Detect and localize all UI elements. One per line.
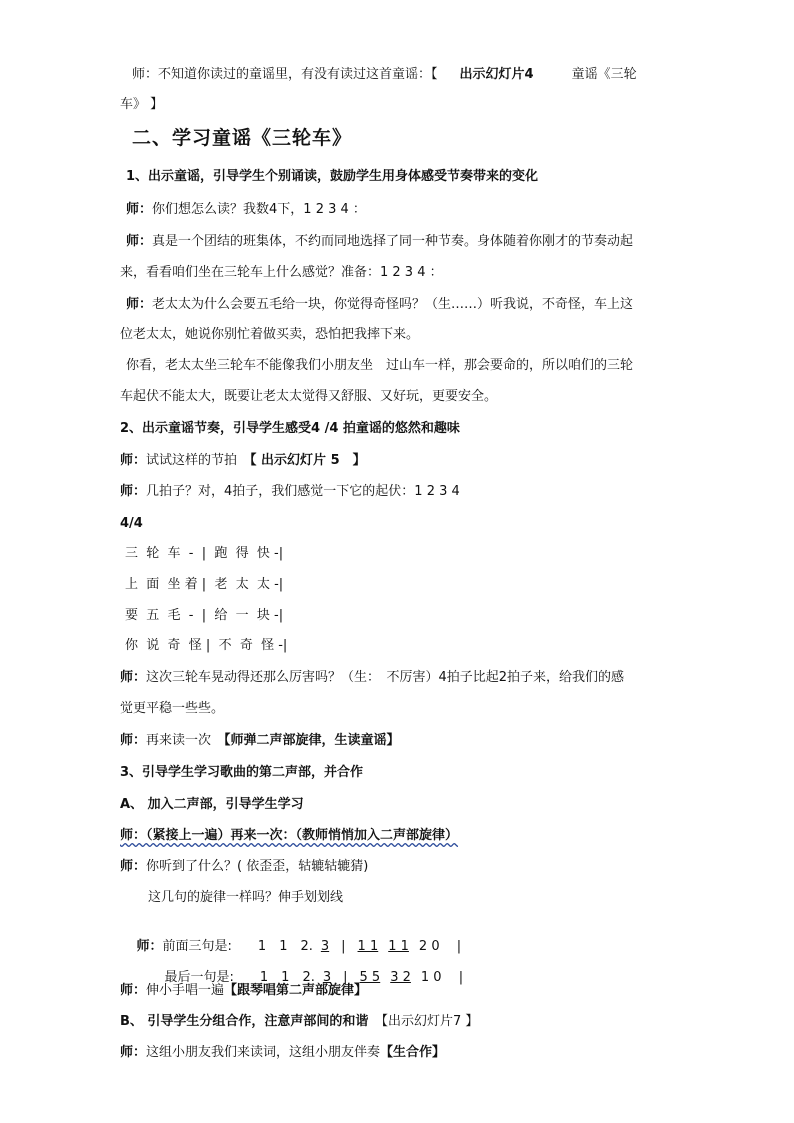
substep-a-heading: A、 加入二声部，引导学生学习 <box>120 797 304 812</box>
paragraph-intro-line1 <box>132 66 637 84</box>
teacher-text: 试试这样的节拍 <box>146 453 251 468</box>
speaker-label: 师： <box>120 484 147 499</box>
speaker-label: 师： <box>120 453 147 468</box>
section-heading: 二、学习童谣《三轮车》 <box>132 127 353 149</box>
bar-line: | <box>343 970 348 985</box>
teacher-text: 几拍子？对，4拍子，我们感觉一下它的起伏：1 2 3 4 <box>146 484 460 499</box>
melody-note: 5 5 <box>359 970 381 985</box>
teacher-line-7b: 觉更平稳一些些。 <box>120 701 225 716</box>
speaker-label: 师： <box>120 1045 147 1060</box>
slide-note: 【 出示幻灯片 5 】 <box>250 453 366 468</box>
teacher-line-5 <box>120 452 366 470</box>
teacher-line-10 <box>120 858 368 876</box>
speaker-label: 师： <box>120 670 147 685</box>
intro-text-tail: 童谣《三轮 <box>571 67 637 82</box>
speaker-label: 师： <box>120 859 147 874</box>
melody-note: 3 <box>320 939 330 954</box>
teacher-line-15 <box>120 1044 445 1062</box>
teacher-text: 你们想怎么读？我数4下，1 2 3 4 ： <box>152 202 366 217</box>
melody-note: 1 1 <box>357 939 379 954</box>
time-signature: 4/4 <box>120 516 143 531</box>
melody-note: 3 2 <box>390 970 411 985</box>
melody-text: 前面三句是: 1 1 2. <box>162 939 313 954</box>
step-1-heading: 1、出示童谣，引导学生个别诵读，鼓励学生用身体感受节奏带来的变化 <box>126 169 539 184</box>
speaker-label: 师： <box>120 983 147 998</box>
teacher-line-3a <box>126 296 633 314</box>
teacher-line-2a <box>126 233 633 251</box>
rhythm-line-3: 要 五 毛 - | 给 一 块 -| <box>125 608 284 623</box>
bar-line: | <box>341 939 346 954</box>
teacher-line-1 <box>126 201 366 219</box>
melody-note: 1 1 <box>388 939 409 954</box>
intro-text: 师：不知道你读过的童谣里，有没有读过这首童谣：【 <box>132 67 438 82</box>
speaker-label: 师： <box>126 234 153 249</box>
teacher-text: 这组小朋友我们来读词，这组小朋友伴奏 <box>146 1045 381 1060</box>
teacher-line-9: 师：（紧接上一遍）再来一次：（教师悄悄加入二声部旋律） <box>120 828 459 843</box>
teacher-line-2b: 来，看看咱们坐在三轮车上什么感觉？准备：1 2 3 4 ： <box>120 265 443 280</box>
slide-note: 出示幻灯片4 <box>459 67 534 82</box>
teacher-text: 真是一个团结的班集体，不约而同地选择了同一种节奏。身体随着你刚才的节奏动起 <box>152 234 634 249</box>
rhythm-line-2: 上 面 坐 着 | 老 太 太 -| <box>125 577 284 592</box>
slide-note: 【出示幻灯片7 】 <box>381 1014 479 1029</box>
substep-b-heading <box>120 1013 478 1031</box>
teacher-text: 再来读一次 <box>146 733 225 748</box>
teacher-line-6 <box>120 483 460 501</box>
stage-note: 【生合作】 <box>380 1045 446 1060</box>
teacher-line-7a <box>120 669 624 687</box>
teacher-text: 这次三轮车晃动得还那么厉害吗？（生： 不厉害）4拍子比起2拍子来，给我们的感 <box>146 670 625 685</box>
teacher-text: 你听到了什么？( 依歪歪，轱辘轱辘猜) <box>146 859 369 874</box>
stage-note: 【师弹二声部旋律，生读童谣】 <box>224 733 400 748</box>
rhythm-line-1: 三 轮 车 - | 跑 得 快 -| <box>125 546 284 561</box>
step-2-heading: 2、出示童谣节奏，引导学生感受4 /4 拍童谣的悠然和趣味 <box>120 421 460 436</box>
paragraph-4b: 车起伏不能太大，既要让老太太觉得又舒服、又好玩，更要安全。 <box>120 389 498 404</box>
melody-note: 2 0 | <box>418 939 462 954</box>
teacher-text: 老太太为什么会要五毛给一块，你觉得奇怪吗？（生……）听我说，不奇怪，车上这 <box>152 297 634 312</box>
paragraph-intro-line2 <box>120 96 163 114</box>
speaker-label: 师： <box>126 202 153 217</box>
stage-note: 【跟琴唱第二声部旋律】 <box>224 983 368 998</box>
teacher-line-8 <box>120 732 400 750</box>
teacher-line-11: 这几句的旋律一样吗？伸手划划线 <box>148 890 344 905</box>
melody-text: 最后一句是: 1 1 2. <box>164 970 315 985</box>
paragraph-4a: 你看，老太太坐三轮车不能像我们小朋友坐 过山车一样，那会要命的，所以咱们的三轮 <box>126 358 634 373</box>
speaker-label: 师： <box>126 297 153 312</box>
speaker-label: 师： <box>120 733 147 748</box>
intro-text-end: 车》 】 <box>120 97 164 112</box>
melody-note: 3 <box>322 970 332 985</box>
substep-b-text: B、 引导学生分组合作，注意声部间的和谐 <box>120 1014 382 1029</box>
melody-note: 1 0 | <box>420 970 464 985</box>
speaker-label: 师： <box>136 939 163 954</box>
teacher-line-14 <box>120 982 367 1000</box>
teacher-line-3b: 位老太太，她说你别忙着做买卖，恐怕把我摔下来。 <box>120 327 420 342</box>
rhythm-line-4: 你 说 奇 怪 | 不 奇 怪 -| <box>125 638 288 653</box>
step-3-heading: 3、引导学生学习歌曲的第二声部，并合作 <box>120 765 364 780</box>
teacher-text: 伸小手唱一遍 <box>146 983 225 998</box>
